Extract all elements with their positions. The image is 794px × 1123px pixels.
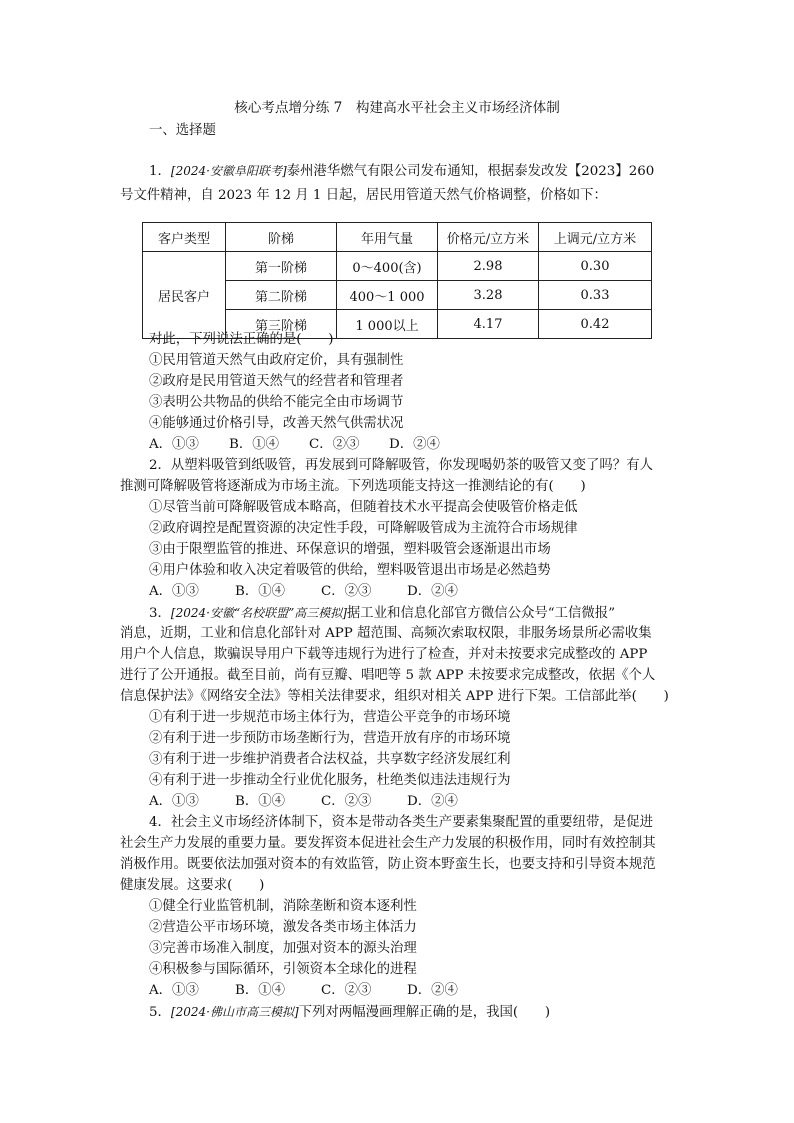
table-row (143, 252, 652, 281)
table-header-cell: 阶梯 (226, 223, 337, 252)
q1-line-2: 号文件精神，自 2023 年 12 月 1 日起，居民用管道天然气价格调整，价格如下： (120, 188, 607, 203)
q3-line-5: 信息保护法》《网络安全法》等相关法律要求，组织对相关 APP 进行下架。工信部此举( ) (120, 689, 669, 704)
q1-item-3: ③表明公共物品的供给不能完全由市场调节 (149, 395, 404, 410)
q2-line-1: 2．从塑料吸管到纸吸管，再发展到可降解吸管，你发现喝奶茶的吸管又变了吗？有人 (149, 458, 653, 473)
q3-line-2: 消息，近期，工业和信息化部针对 APP 超范围、高频次索取权限，非服务场景所必需收集 (120, 626, 652, 641)
q4-line-3: 消极作用。既要依法加强对资本的有效监管，防止资本野蛮生长，也要支持和引导资本规范 (120, 857, 656, 872)
option-d: D．②④ (389, 437, 440, 452)
option-a: A．①③ (149, 794, 199, 809)
q3-text: 据工业和信息化部官方微信公众号“工信微报” (346, 606, 616, 621)
option-b: B．①④ (235, 584, 286, 599)
q4-item-2: ②营造公平市场环境，激发各类市场主体活力 (149, 920, 417, 935)
table-cell: 0.42 (539, 310, 652, 339)
q4-line-2: 社会生产力发展的重要力量。要发挥资本促进社会生产力发展的积极作用，同时有效控制其 (120, 836, 656, 851)
table-cell-customer: 居民客户 (143, 252, 226, 339)
q5-line-1 (149, 1002, 550, 1023)
table-header-cell: 年用气量 (337, 223, 438, 252)
table-cell: 0.33 (539, 281, 652, 310)
table-header-cell: 上调元/立方米 (539, 223, 652, 252)
option-c: C．②③ (309, 437, 360, 452)
table-header-cell: 客户类型 (143, 223, 226, 252)
table-cell: 0～400(含) (337, 252, 438, 281)
gas-price-table (142, 222, 652, 339)
q3-item-3: ③有利于进一步维护消费者合法权益，共享数字经济发展红利 (149, 752, 511, 767)
option-c: C．②③ (321, 983, 372, 998)
q3-options (149, 792, 458, 812)
section-heading: 一、选择题 (149, 123, 216, 138)
q4-item-4: ④积极参与国际循环，引领资本全球化的进程 (149, 962, 417, 977)
q3-line-4: 进行了公开通报。截至目前，尚有豆瓣、唱吧等 5 款 APP 未按要求完成整改，依据《个人 (120, 668, 656, 683)
q5-number: 5． (149, 1005, 171, 1020)
option-b: B．①④ (235, 983, 286, 998)
q2-item-1: ①尽管当前可降解吸管成本略高，但随着技术水平提高会使吸管价格走低 (149, 500, 578, 515)
option-d: D．②④ (407, 584, 458, 599)
table-cell: 第三阶梯 (226, 310, 337, 339)
table-cell: 400～1 000 (337, 281, 438, 310)
q2-item-2: ②政府调控是配置资源的决定性手段，可降解吸管成为主流符合市场规律 (149, 521, 578, 536)
q2-line-2: 推测可降解吸管将逐渐成为市场主流。下列选项能支持这一推测结论的有( ) (120, 479, 586, 494)
q5-text: 下列对两幅漫画理解正确的是，我国( ) (298, 1005, 551, 1020)
option-d: D．②④ (407, 983, 458, 998)
q3-item-1: ①有利于进一步规范市场主体行为，营造公平竞争的市场环境 (149, 710, 511, 725)
page-title: 核心考点增分练 7 构建高水平社会主义市场经济体制 (234, 100, 560, 116)
table-cell: 0.30 (539, 252, 652, 281)
q5-source: [2024·佛山市高三模拟] (170, 1005, 299, 1019)
q3-item-2: ②有利于进一步预防市场垄断行为，营造开放有序的市场环境 (149, 731, 511, 746)
table-cell: 4.17 (438, 310, 539, 339)
q3-number: 3． (149, 606, 171, 621)
q1-stem: 对此，下列说法正确的是( ) (149, 332, 334, 347)
table-cell: 第一阶梯 (226, 252, 337, 281)
table-cell: 第二阶梯 (226, 281, 337, 310)
q1-text: 泰州港华燃气有限公司发布通知，根据泰发改发【2023】260 (286, 164, 655, 179)
table-header-cell: 价格元/立方米 (438, 223, 539, 252)
option-a: A．①③ (149, 983, 199, 998)
q2-item-3: ③由于限塑监管的推进、环保意识的增强，塑料吸管会逐渐退出市场 (149, 542, 551, 557)
q3-line-3: 用户个人信息，欺骗误导用户下载等违规行为进行了检查，并对未按要求完成整改的 APP (120, 647, 648, 662)
q2-options (149, 582, 458, 602)
q3-item-4: ④有利于进一步推动全行业优化服务，杜绝类似违法违规行为 (149, 773, 511, 788)
q4-line-1: 4．社会主义市场经济体制下，资本是带动各类生产要素集聚配置的重要纽带，是促进 (149, 815, 653, 830)
table-header-row (143, 223, 652, 252)
option-b: B．①④ (229, 437, 280, 452)
q1-options (149, 435, 440, 455)
q1-item-4: ④能够通过价格引导，改善天然气供需状况 (149, 416, 404, 431)
option-c: C．②③ (321, 584, 372, 599)
table-cell: 2.98 (438, 252, 539, 281)
q1-source: [2024·安徽阜阳联考] (170, 164, 287, 178)
option-c: C．②③ (321, 794, 372, 809)
q1-item-1: ①民用管道天然气由政府定价，具有强制性 (149, 353, 404, 368)
option-d: D．②④ (407, 794, 458, 809)
table-cell: 3.28 (438, 281, 539, 310)
q4-item-1: ①健全行业监管机制，消除垄断和资本逐利性 (149, 899, 417, 914)
q1-line-1 (149, 161, 654, 182)
q1-number: 1． (149, 164, 171, 179)
option-a: A．①③ (149, 437, 199, 452)
q4-item-3: ③完善市场准入制度，加强对资本的源头治理 (149, 941, 417, 956)
option-b: B．①④ (235, 794, 286, 809)
q4-options (149, 981, 458, 1001)
q4-line-4: 健康发展。这要求( ) (120, 878, 265, 893)
q1-item-2: ②政府是民用管道天然气的经营者和管理者 (149, 374, 404, 389)
q2-item-4: ④用户体验和收入决定着吸管的供给，塑料吸管退出市场是必然趋势 (149, 563, 551, 578)
q3-line-1 (149, 603, 615, 624)
q3-source: [2024·安徽“名校联盟”高三模拟] (170, 606, 347, 620)
option-a: A．①③ (149, 584, 199, 599)
table-cell: 1 000以上 (337, 310, 438, 339)
